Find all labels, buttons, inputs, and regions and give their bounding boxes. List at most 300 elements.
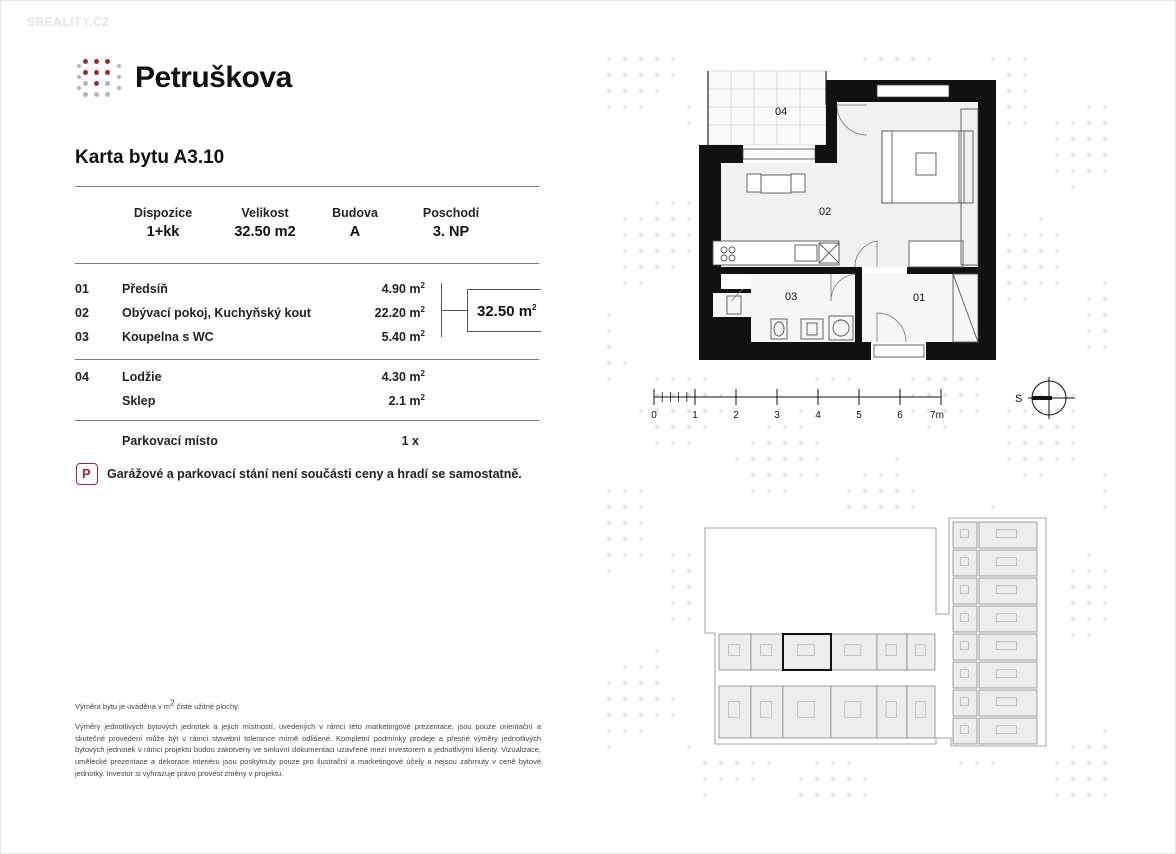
bg-dot [1055, 169, 1058, 172]
bg-dot [767, 457, 771, 461]
bg-dot [607, 313, 610, 316]
bg-dot [767, 473, 771, 477]
bg-dot [607, 713, 611, 717]
scale-bar [641, 383, 971, 423]
bg-dot [671, 553, 674, 556]
bg-dot [671, 377, 674, 380]
bg-dot [607, 681, 610, 684]
bg-dot [1087, 105, 1090, 108]
bg-dot [815, 441, 818, 444]
bg-dot [783, 489, 786, 492]
divider [75, 420, 539, 421]
bg-dot [799, 473, 802, 476]
bg-dot [703, 761, 707, 765]
bg-dot [767, 425, 770, 428]
bg-dot [639, 249, 643, 253]
bg-dot [1103, 745, 1107, 749]
bg-dot [1103, 313, 1107, 317]
bg-dot [927, 425, 930, 428]
bg-dot [703, 793, 706, 796]
bg-dot [735, 777, 738, 780]
bg-dot [655, 89, 658, 92]
bg-dot [735, 457, 738, 460]
bg-dot [1087, 121, 1091, 125]
bg-dot [639, 57, 643, 61]
bg-dot [959, 761, 962, 764]
bg-dot [1103, 345, 1106, 348]
key-plan-unit [953, 634, 977, 660]
bg-dot [751, 489, 754, 492]
param-label-dispozice: Dispozice [133, 206, 193, 220]
bg-dot [879, 505, 883, 509]
scale-tick-label: 6 [897, 410, 903, 421]
bg-dot [1103, 617, 1106, 620]
bg-dot [895, 489, 899, 493]
bg-dot [1071, 777, 1075, 781]
room-name: Koupelna s WC [122, 330, 214, 344]
bg-dot [1039, 457, 1043, 461]
bg-dot [671, 601, 674, 604]
bg-dot [815, 793, 819, 797]
bg-dot [783, 473, 787, 477]
bg-dot [1087, 777, 1091, 781]
bg-dot [975, 393, 978, 396]
param-label-poschodi: Poschodí [422, 206, 480, 220]
room-01-fill [862, 274, 978, 342]
bg-dot [655, 441, 658, 444]
bg-dot [623, 713, 627, 717]
key-plan-unit [979, 550, 1037, 576]
page-title: Karta bytu A3.10 [75, 147, 225, 168]
bg-dot [1103, 505, 1106, 508]
bg-dot [623, 233, 626, 236]
bg-dot [655, 377, 658, 380]
bg-dot [1071, 425, 1074, 428]
bg-dot [1023, 441, 1027, 445]
bg-dot [1087, 345, 1090, 348]
divider [75, 359, 539, 360]
bg-dot [991, 761, 994, 764]
key-plan-unit [877, 686, 907, 738]
bg-dot [1007, 57, 1010, 60]
bg-dot [815, 457, 818, 460]
bg-dot [607, 73, 611, 77]
key-plan-unit [979, 606, 1037, 632]
bg-dot [1071, 169, 1074, 172]
key-plan-unit [751, 634, 783, 670]
bg-dot [847, 489, 850, 492]
bg-dot [607, 697, 611, 701]
logo-dot [77, 75, 81, 79]
bg-dot [959, 377, 963, 381]
bg-dot [687, 617, 690, 620]
bg-dot [1023, 249, 1027, 253]
room-03-fill [751, 274, 855, 342]
extra-area: 4.30 $m^2$ [381, 368, 425, 384]
bg-dot [1023, 457, 1027, 461]
bg-dot [1007, 425, 1010, 428]
room-number: 01 [75, 282, 89, 296]
bg-dot [639, 713, 643, 717]
bg-dot [671, 57, 674, 60]
room-area: 22.20 $m^2$ [374, 304, 425, 320]
bg-dot [1087, 617, 1090, 620]
extra-name: Lodžie [122, 370, 162, 384]
bg-dot [639, 281, 642, 284]
bg-dot [1023, 473, 1026, 476]
bg-dot [639, 105, 642, 108]
bg-dot [815, 761, 818, 764]
bg-dot [671, 73, 674, 76]
bg-dot [1103, 473, 1106, 476]
key-plan-unit [831, 634, 877, 670]
bg-dot [607, 57, 610, 60]
room-label-04: 04 [775, 106, 788, 118]
bg-dot [927, 377, 931, 381]
bg-dot [623, 521, 627, 525]
parking-label: Parkovací místo [122, 434, 218, 448]
bg-dot [607, 745, 610, 748]
bg-dot [1055, 281, 1058, 284]
bg-dot [623, 505, 627, 509]
key-plan-unit [953, 522, 977, 548]
bg-dot [1103, 777, 1107, 781]
room-number: 02 [75, 306, 89, 320]
bg-dot [1071, 617, 1075, 621]
building-key-plan [701, 516, 1061, 751]
bg-dot [1055, 761, 1058, 764]
bg-dot [1087, 297, 1090, 300]
bg-dot [607, 105, 610, 108]
bg-dot [799, 777, 802, 780]
bg-dot [623, 73, 627, 77]
bg-dot [1055, 425, 1059, 429]
scale-tick-label: 5 [856, 410, 862, 421]
total-bracket-connector [441, 310, 467, 311]
bg-dot [815, 377, 818, 380]
bg-dot [639, 217, 642, 220]
extra-area: 2.1 $m^2$ [388, 392, 425, 408]
bg-dot [975, 761, 978, 764]
brand-name: Petruškova [135, 61, 292, 94]
bg-dot [1071, 569, 1074, 572]
bg-dot [623, 105, 626, 108]
param-label-budova: Budova [332, 206, 378, 220]
bg-dot [943, 425, 946, 428]
bg-dot [1071, 137, 1075, 141]
bg-dot [639, 89, 643, 93]
bg-dot [607, 377, 610, 380]
bg-dot [831, 761, 834, 764]
bg-dot [655, 713, 658, 716]
bg-dot [639, 537, 642, 540]
bg-dot [607, 569, 610, 572]
bg-dot [1023, 281, 1027, 285]
bg-dot [751, 777, 754, 780]
scale-tick-label: 3 [774, 410, 780, 421]
bg-dot [1071, 745, 1074, 748]
bg-dot [895, 457, 898, 460]
scale-tick-label: 0 [651, 410, 657, 421]
bg-dot [655, 265, 659, 269]
bg-dot [687, 553, 690, 556]
bg-dot [879, 489, 883, 493]
bg-dot [1087, 633, 1090, 636]
bg-dot [639, 505, 642, 508]
key-plan-unit [953, 718, 977, 744]
bg-dot [1087, 569, 1090, 572]
compass-label: S [1015, 393, 1023, 405]
logo-dot [83, 92, 88, 97]
bg-dot [1087, 793, 1091, 797]
key-plan-unit [953, 662, 977, 688]
bg-dot [863, 489, 867, 493]
scale-tick-label: 7m [930, 410, 944, 421]
bg-dot [767, 441, 771, 445]
bg-dot [911, 377, 914, 380]
key-plan-unit [907, 686, 935, 738]
bg-dot [815, 473, 818, 476]
logo-dot [117, 64, 121, 68]
bg-dot [1023, 233, 1026, 236]
key-plan-unit [831, 686, 877, 738]
bg-dot [799, 425, 802, 428]
bg-dot [1087, 313, 1090, 316]
bg-dot [655, 201, 658, 204]
bg-dot [623, 57, 627, 61]
bg-dot [1039, 217, 1042, 220]
bg-dot [1087, 137, 1091, 141]
logo-dot [105, 59, 110, 64]
room-label-02: 02 [819, 206, 832, 218]
bg-dot [623, 681, 627, 685]
logo-dot [105, 70, 110, 75]
bg-dot [799, 457, 803, 461]
bg-dot [1055, 777, 1058, 780]
bg-dot [1103, 169, 1106, 172]
bg-dot [1087, 585, 1091, 589]
bg-dot [1071, 601, 1075, 605]
bg-dot [1055, 137, 1058, 140]
bg-dot [1023, 297, 1026, 300]
bg-dot [671, 441, 674, 444]
bg-dot [671, 233, 675, 237]
legal-disclaimer: Výměry jednotlivých bytových jednotek a jejich místností, uvedených v rámci této marketingové prezentace, jsou pouze orientační a skutečné provedení může být v rámci stavební tolerance mírně odlišené. Kompletní podmínky prodeje a přesné výměry jednotlivých bytových jednotek v rámci projektu budou zakotveny ve smluvní dokumentaci uzavřené mezi investorem a jednotlivými klienty. Vizualizace, umělecké prezentace a dekorace interiéru jsou poskytnuty pouze pro ilustrační a marketingové účely a nejsou zahrnuty v ceně bytové jednotky. Investor si vyhrazuje právo provést změny v projektu. [75, 722, 541, 778]
bg-dot [895, 505, 899, 509]
key-plan-unit [783, 634, 831, 670]
bg-dot [607, 89, 611, 93]
bg-dot [703, 777, 706, 780]
param-value-dispozice: 1+kk [146, 224, 180, 240]
key-plan-unit [877, 634, 907, 670]
bg-dot [1103, 297, 1107, 301]
bg-dot [831, 777, 835, 781]
logo-dot [77, 86, 81, 90]
scale-ticks [651, 389, 944, 421]
bg-dot [1039, 425, 1043, 429]
bg-dot [607, 505, 611, 509]
bg-dot [1023, 121, 1026, 124]
extra-number: 04 [75, 370, 89, 384]
room-name: Předsíň [122, 282, 168, 296]
bg-dot [1087, 601, 1091, 605]
bg-dot [671, 697, 674, 700]
bg-dot [671, 201, 674, 204]
bg-dot [735, 761, 739, 765]
bg-dot [623, 537, 627, 541]
room-label-01: 01 [913, 292, 926, 304]
bg-dot [607, 537, 611, 541]
bg-dot [783, 425, 786, 428]
param-value-poschodi: 3. NP [432, 224, 470, 240]
logo-dot [117, 75, 121, 79]
bg-dot [623, 361, 626, 364]
bg-dot [1071, 457, 1074, 460]
bg-dot [1087, 745, 1091, 749]
bg-dot [1039, 265, 1043, 269]
bg-dot [1007, 89, 1011, 93]
bg-dot [623, 697, 627, 701]
scale-tick-label: 4 [815, 410, 821, 421]
bg-dot [655, 425, 659, 429]
bg-dot [943, 377, 947, 381]
key-plan-unit [953, 578, 977, 604]
bg-dot [815, 777, 819, 781]
room-area: 4.90 $m^2$ [381, 280, 425, 296]
bg-dot [623, 553, 626, 556]
bg-dot [1023, 425, 1027, 429]
bg-dot [687, 745, 690, 748]
bg-dot [655, 665, 658, 668]
key-plan-unit [719, 634, 751, 670]
brand-logo-icon [77, 59, 117, 103]
bg-dot [623, 89, 627, 93]
compass-icon [1011, 373, 1081, 423]
bg-dot [719, 761, 723, 765]
bg-dot [847, 761, 850, 764]
key-plan-unit [953, 606, 977, 632]
bg-dot [1007, 441, 1010, 444]
bg-dot [1023, 265, 1027, 269]
bg-dot [1039, 281, 1042, 284]
bg-dot [1103, 121, 1107, 125]
bg-dot [1039, 441, 1043, 445]
param-label-velikost: Velikost [241, 206, 289, 220]
bg-dot [639, 265, 643, 269]
bg-dot [895, 473, 898, 476]
bg-dot [1007, 457, 1010, 460]
room-number: 03 [75, 330, 89, 344]
bg-dot [639, 233, 643, 237]
bg-dot [799, 441, 803, 445]
bg-dot [607, 489, 610, 492]
bg-dot [975, 377, 978, 380]
bg-dot [1103, 153, 1107, 157]
bg-dot [639, 73, 643, 77]
room-area: 5.40 $m^2$ [381, 328, 425, 344]
bg-dot [639, 697, 643, 701]
key-plan-unit [979, 690, 1037, 716]
bg-dot [671, 217, 675, 221]
bg-dot [639, 553, 642, 556]
bg-dot [1071, 761, 1075, 765]
bg-dot [1055, 441, 1059, 445]
bg-dot [847, 793, 851, 797]
bg-dot [1103, 729, 1106, 732]
param-value-budova: A [349, 224, 361, 240]
bg-dot [1103, 569, 1106, 572]
bg-dot [607, 729, 610, 732]
bg-dot [1007, 265, 1011, 269]
bg-dot [671, 617, 674, 620]
bg-dot [655, 649, 658, 652]
bg-dot [879, 473, 882, 476]
bg-dot [799, 793, 803, 797]
bg-dot [1087, 761, 1091, 765]
divider [75, 186, 539, 187]
key-plan-unit [719, 686, 751, 738]
bg-dot [655, 697, 659, 701]
bg-dot [1055, 793, 1058, 796]
bg-dot [1007, 297, 1010, 300]
bg-dot [767, 489, 770, 492]
bg-dot [1055, 153, 1058, 156]
bg-dot [1103, 601, 1106, 604]
room-label-03: 03 [785, 291, 798, 303]
extra-name: Sklep [122, 394, 156, 408]
bg-dot [863, 505, 867, 509]
key-plan-unit [953, 550, 977, 576]
bg-dot [639, 521, 642, 524]
bg-dot [639, 729, 642, 732]
param-value-velikost: 32.50 m2 [234, 224, 296, 240]
bg-dot [623, 265, 626, 268]
logo-dot [94, 81, 99, 86]
bg-dot [703, 425, 706, 428]
bg-dot [767, 761, 770, 764]
bg-dot [623, 729, 626, 732]
bg-dot [1071, 185, 1074, 188]
logo-dot [83, 59, 88, 64]
bg-dot [687, 377, 690, 380]
bg-dot [719, 777, 722, 780]
room-name: Obývací pokoj, Kuchyňský kout [122, 306, 311, 320]
bg-dot [607, 521, 611, 525]
key-plan-unit [751, 686, 783, 738]
bg-dot [655, 57, 659, 61]
floor-plan [691, 61, 1001, 366]
parking-count: 1 x [401, 434, 419, 448]
parking-note: Garážové a parkovací stání není součásti ceny a hradí se samostatně. [107, 467, 522, 481]
bg-dot [687, 425, 691, 429]
bg-dot [655, 73, 659, 77]
bg-dot [623, 249, 626, 252]
bg-dot [863, 777, 866, 780]
bg-dot [639, 681, 643, 685]
bg-dot [1103, 793, 1106, 796]
bg-dot [1103, 329, 1107, 333]
bg-dot [607, 329, 610, 332]
bg-dot [991, 505, 994, 508]
bg-dot [623, 489, 626, 492]
bg-dot [1087, 153, 1091, 157]
bg-dot [1103, 761, 1107, 765]
bg-dot [1103, 489, 1106, 492]
bg-dot [847, 777, 851, 781]
key-plan-unit [979, 522, 1037, 548]
bg-dot [1007, 105, 1011, 109]
bg-dot [783, 457, 787, 461]
